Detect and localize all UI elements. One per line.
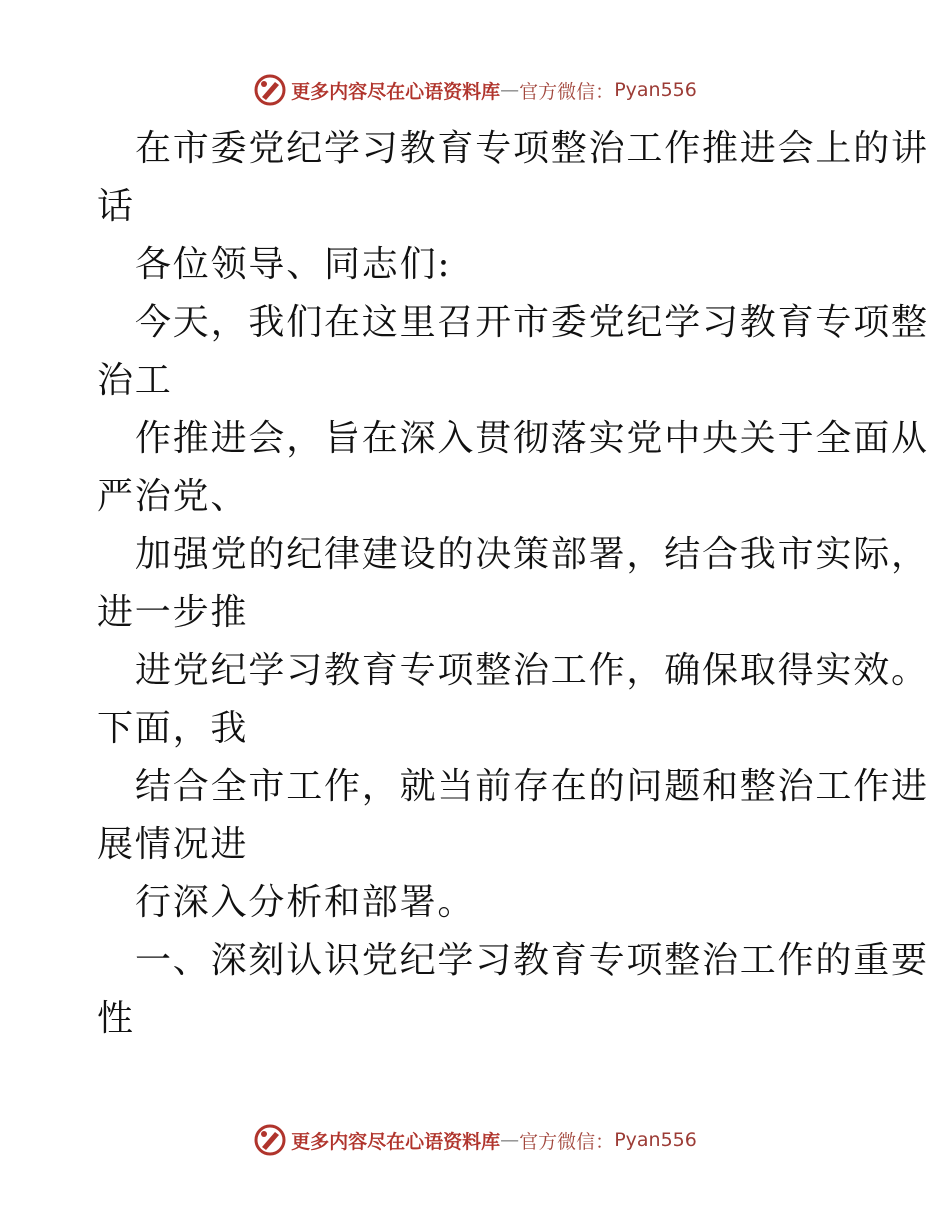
footer-dash: — [500, 1129, 520, 1151]
doc-title-line-1: 在市委党纪学习教育专项整治工作推进会上的讲 [135, 128, 929, 169]
doc-paragraph-line: 行深入分析和部署。 [135, 882, 476, 923]
header-dash: — [500, 79, 520, 101]
header-banner [0, 70, 950, 110]
footer-banner [0, 1120, 950, 1160]
doc-paragraph-line: 进党纪学习教育专项整治工作，确保取得实效。 [135, 650, 929, 691]
footer-wechat-label: 官方微信： [519, 1130, 615, 1153]
doc-section-heading: 一、深刻认识党纪学习教育专项整治工作的重要 [135, 940, 929, 981]
doc-paragraph-line: 严治党、 [97, 476, 249, 517]
doc-paragraph-line: 治工 [97, 360, 173, 401]
brand-logo-icon [253, 73, 287, 107]
brand-logo-icon [253, 1123, 287, 1157]
doc-paragraph-line: 作推进会，旨在深入贯彻落实党中央关于全面从 [135, 418, 929, 459]
doc-salutation: 各位领导、同志们: [135, 244, 452, 285]
doc-paragraph-line: 进一步推 [97, 592, 249, 633]
footer-wechat-id: Pyan556 [614, 1129, 697, 1151]
doc-paragraph-line: 今天，我们在这里召开市委党纪学习教育专项整 [135, 302, 929, 343]
document-body [97, 120, 929, 1048]
header-wechat-label: 官方微信： [519, 80, 615, 103]
doc-title-line-2: 话 [97, 186, 135, 227]
footer-site-text: 更多内容尽在心语资料库 [291, 1130, 501, 1153]
doc-paragraph-line: 展情况进 [97, 824, 249, 865]
doc-section-heading-cont: 性 [97, 998, 135, 1039]
doc-paragraph-line: 结合全市工作，就当前存在的问题和整治工作进 [135, 766, 929, 807]
doc-paragraph-line: 加强党的纪律建设的决策部署，结合我市实际， [135, 534, 929, 575]
header-site-text: 更多内容尽在心语资料库 [291, 80, 501, 103]
header-wechat-id: Pyan556 [614, 79, 697, 101]
doc-paragraph-line: 下面，我 [97, 708, 249, 749]
